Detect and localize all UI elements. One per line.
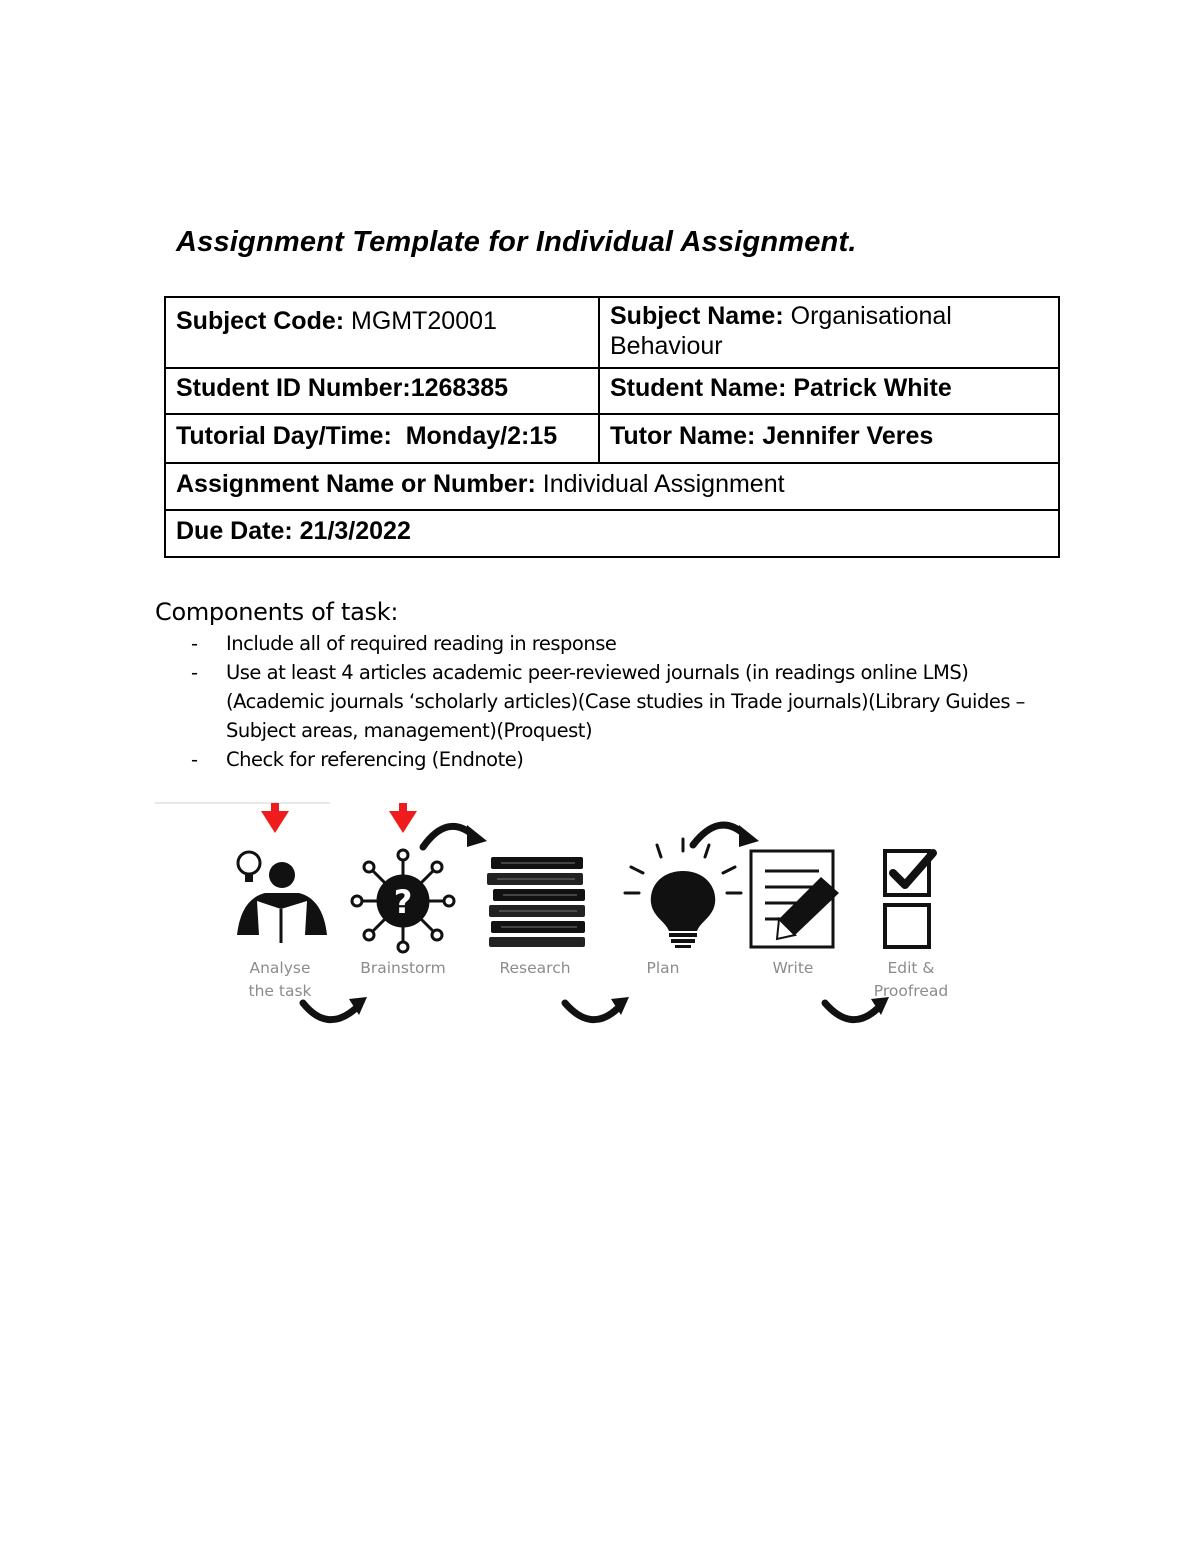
curved-arrow-icon [565,1003,617,1020]
student-id-label: Student ID Number: [176,374,411,402]
components-section [155,595,1055,774]
curved-arrow-icon [423,826,473,847]
list-item [155,658,1055,745]
step-label-analyse: Analyse [249,959,311,977]
question-mark-glyph: ? [393,883,413,921]
list-item-text: Use at least 4 articles academic peer-reviewed journals (in readings online LMS) (Academic journals ‘scholarly articles)(Case studies in Trade journals)(Library Guides – Subject areas, management)(Proquest) [226,661,1025,742]
tutor-name-label: Tutor Name: [610,422,756,450]
table-row [165,368,1059,414]
list-bullet: - [191,748,198,771]
list-bullet: - [191,632,198,655]
checkbox-icon [885,851,933,947]
curved-arrow-icon [303,1003,355,1020]
due-date-label: Due Date: [176,517,293,545]
assignment-details-table [164,296,1060,558]
table-row [165,510,1059,557]
components-list [155,629,1055,774]
components-heading: Components of task: [155,598,399,626]
student-id-value: 1268385 [410,374,509,402]
subject-name-label: Subject Name: [610,302,784,330]
table-row [165,297,1059,368]
red-arrow-marker [389,803,417,833]
subject-name-cell [599,297,1059,368]
subject-name-value: Organisational Behaviour [610,302,952,360]
assignment-name-cell [165,463,1059,510]
subject-code-label: Subject Code: [176,307,345,335]
step-label-brainstorm: Brainstorm [360,959,446,977]
list-item [155,629,1055,658]
step-label-analyse-line2: the task [248,982,312,1000]
tutorial-label: Tutorial Day/Time: [176,422,392,450]
red-arrow-marker [261,803,289,833]
table-row [165,414,1059,463]
list-item [155,745,1055,774]
step-label-research: Research [499,959,571,977]
pencil-paper-icon [751,851,839,947]
step-label-plan: Plan [646,959,680,977]
document-title: Assignment Template for Individual Assignment. [176,226,857,258]
student-name-label: Student Name: [610,374,787,402]
due-date-value: 21/3/2022 [299,517,411,545]
table-row [165,463,1059,510]
subject-code-value: MGMT20001 [351,307,497,335]
student-id-cell [165,368,599,414]
step-label-proofread: Proofread [873,982,949,1000]
tutorial-value: Monday/2:15 [405,422,558,450]
student-name-cell [599,368,1059,414]
assignment-name-value: Individual Assignment [542,470,785,498]
process-graphic [155,795,1005,1040]
lightbulb-icon [625,839,741,948]
subject-code-cell [165,297,599,368]
step-label-write: Write [772,959,814,977]
list-item-text: Check for referencing (Endnote) [226,748,524,771]
step-label-edit: Edit & [887,959,935,977]
reading-person-icon [237,852,327,943]
list-bullet: - [191,661,198,684]
assignment-name-label: Assignment Name or Number: [176,470,536,498]
arrowhead-icon [739,825,759,847]
arrowhead-icon [467,825,487,847]
list-item-text: Include all of required reading in response [226,632,617,655]
tutorial-cell [165,414,599,463]
student-name-value: Patrick White [793,374,952,402]
writing-process-diagram [155,795,1005,1040]
tutor-name-cell [599,414,1059,463]
due-date-cell [165,510,1059,557]
curved-arrow-icon [825,1003,877,1020]
books-icon [487,857,585,947]
curved-arrow-icon [693,825,745,845]
tutor-name-value: Jennifer Veres [762,422,934,450]
